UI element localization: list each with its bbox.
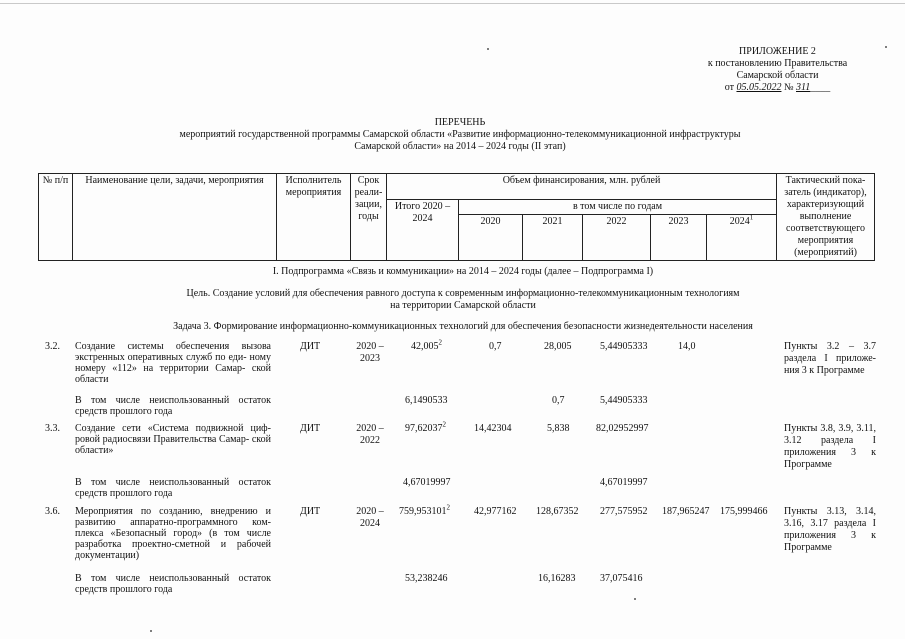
row-3-6-sub-total: 53,238246 xyxy=(405,573,448,584)
row-3-2-sub-2022: 5,44905333 xyxy=(600,395,648,406)
row-3-6-sub-name: В том числе неиспользованный остаток средств прошлого года xyxy=(75,573,271,595)
row-3-2-2022: 5,44905333 xyxy=(600,341,648,352)
heading-title: ПЕРЕЧЕНЬ xyxy=(434,117,486,128)
header-2023: 2023 xyxy=(651,215,707,261)
row-3-6-term: 2020 – 2024 xyxy=(356,506,384,529)
row-3-6-2023: 187,965247 xyxy=(662,506,710,517)
row-3-3-total: 97,62037$^2$ xyxy=(405,420,446,434)
row-3-3-executor: ДИТ xyxy=(300,423,321,434)
row-3-2-num: 3.2. xyxy=(45,341,60,352)
header-volume: Объем финансирования, млн. рублей xyxy=(387,174,777,200)
appendix-region: Самарской области xyxy=(736,70,819,81)
row-3-3-sub-total: 4,67019997 xyxy=(403,477,451,488)
row-3-6-2021: 128,67352 xyxy=(536,506,579,517)
header-2024: 2024$^1$ xyxy=(707,215,777,261)
header-indicator: Тактический пока- затель (индикатор), характеризующий выполнение соответствующего мероприятия (мероприятий) xyxy=(777,174,875,261)
row-3-2-executor: ДИТ xyxy=(300,341,321,352)
row-3-3-sub-2022: 4,67019997 xyxy=(600,477,648,488)
heading-line1: мероприятий государственной программы Самарской области «Развитие информационно-телекоммуникационной инфраструктуры xyxy=(179,129,741,140)
task-title: Задача 3. Формирование информационно-коммуникационных технологий для обеспечения безопасности жизнедеятельности населения xyxy=(173,321,753,332)
row-3-3-2020: 14,42304 xyxy=(474,423,512,434)
row-3-6-2022: 277,575952 xyxy=(600,506,648,517)
header-executor: Исполнитель мероприятия xyxy=(277,174,351,261)
row-3-6-sub-2021: 16,16283 xyxy=(538,573,576,584)
row-3-6-num: 3.6. xyxy=(45,506,60,517)
row-3-6-2024: 175,999466 xyxy=(720,506,768,517)
header-total: Итого 2020 – 2024 xyxy=(387,200,459,261)
header-2022: 2022 xyxy=(583,215,651,261)
goal-line1: Цель. Создание условий для обеспечения равного доступа к современным информационно-телекоммуникационным технологиям xyxy=(186,288,740,299)
row-3-6-executor: ДИТ xyxy=(300,506,321,517)
row-3-3-name: Создание сети «Система подвижной циф- ровой радиосвязи Правительства Самар- ской области» xyxy=(75,423,271,456)
row-3-2-total: 42,005$^2$ xyxy=(411,338,442,352)
row-3-2-sub-name: В том числе неиспользованный остаток средств прошлого года xyxy=(75,395,271,417)
row-3-2-sub-2021: 0,7 xyxy=(552,395,565,406)
row-3-2-2020: 0,7 xyxy=(489,341,502,352)
header-incl: в том числе по годам xyxy=(459,200,777,215)
appendix-date-line: от 05.05.2022 № 311____ xyxy=(724,82,831,93)
appendix-number: 311 xyxy=(796,82,811,93)
row-3-6-indicator: Пункты 3.13, 3.14, 3.16, 3.17 раздела I приложения 3 к Программе xyxy=(784,506,876,553)
row-3-6-name: Мероприятия по созданию, внедрению и развитию аппаратно-программного ком- плекса «Безопасный город» (в том числе разработка проектно-сметной и рабочей документации) xyxy=(75,506,271,561)
appendix-date: 05.05.2022 xyxy=(736,82,782,93)
goal-line2: на территории Самарской области xyxy=(390,300,536,311)
row-3-6-sub-2022: 37,075416 xyxy=(600,573,643,584)
row-3-3-2022: 82,02952997 xyxy=(596,423,649,434)
header-2021: 2021 xyxy=(523,215,583,261)
row-3-2-term: 2020 – 2023 xyxy=(356,341,384,364)
header-term: Срок реали- зации, годы xyxy=(351,174,387,261)
scan-speck xyxy=(634,598,636,600)
scan-speck xyxy=(487,48,489,50)
row-3-6-2020: 42,977162 xyxy=(474,506,517,517)
subprogram-title: I. Подпрограмма «Связь и коммуникации» на 2014 – 2024 годы (далее – Подпрограмма I) xyxy=(272,266,654,277)
scan-speck xyxy=(885,46,887,48)
row-3-3-term: 2020 – 2022 xyxy=(356,423,384,446)
appendix-block xyxy=(690,46,865,94)
row-3-3-indicator: Пункты 3.8, 3.9, 3.11, 3.12 раздела I приложения 3 к Программе xyxy=(784,423,876,470)
row-3-3-sub-name: В том числе неиспользованный остаток средств прошлого года xyxy=(75,477,271,499)
row-3-2-indicator: Пункты 3.2 – 3.7 раздела I приложе- ния 3 к Программе xyxy=(784,341,876,376)
document-heading xyxy=(110,117,810,153)
row-3-6-total: 759,953101$^2$ xyxy=(399,503,450,517)
header-2020: 2020 xyxy=(459,215,523,261)
header-name: Наименование цели, задачи, мероприятия xyxy=(73,174,277,261)
table-header xyxy=(38,173,875,261)
row-3-3-2021: 5,838 xyxy=(547,423,570,434)
row-3-2-name: Создание системы обеспечения вызова экстренных оперативных служб по еди- ному номеру «112» на территории Самар- ской области xyxy=(75,341,271,385)
header-num: № п/п xyxy=(39,174,73,261)
row-3-2-2021: 28,005 xyxy=(544,341,572,352)
appendix-resolution: к постановлению Правительства xyxy=(707,58,848,69)
appendix-title: ПРИЛОЖЕНИЕ 2 xyxy=(739,46,816,57)
row-3-2-sub-total: 6,1490533 xyxy=(405,395,448,406)
scan-speck xyxy=(150,630,152,632)
row-3-2-2023: 14,0 xyxy=(678,341,696,352)
top-border-line xyxy=(0,3,905,4)
row-3-3-num: 3.3. xyxy=(45,423,60,434)
heading-line2: Самарской области» на 2014 – 2024 годы (II этап) xyxy=(354,141,566,152)
